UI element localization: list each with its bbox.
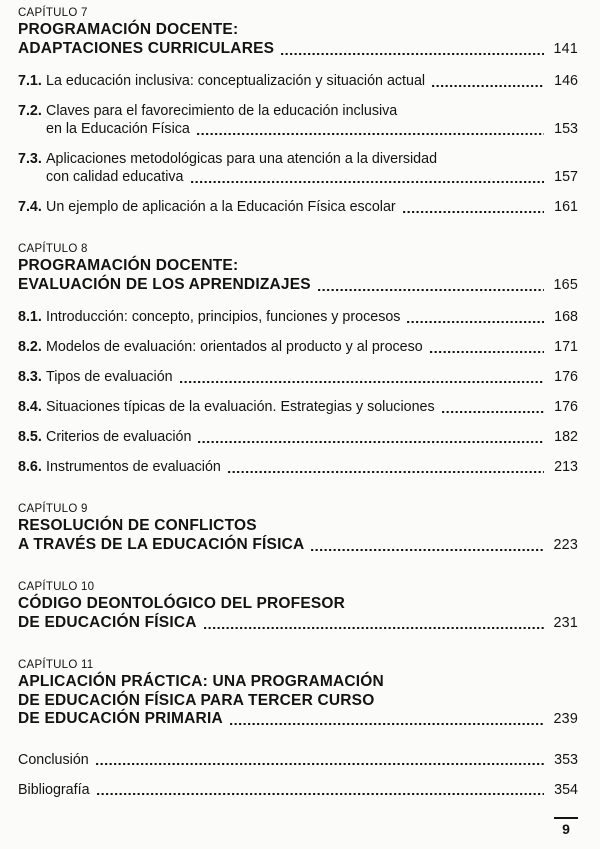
entry-body: [46, 398, 578, 416]
chapter-entries: [18, 308, 578, 476]
entry-text-line: [46, 428, 578, 446]
toc-section: [18, 580, 578, 632]
toc-entry: [18, 102, 578, 138]
entry-text-line: [46, 72, 578, 90]
toc-section: [18, 6, 578, 216]
chapter-entries: [18, 72, 578, 216]
entry-page-number: 176: [554, 399, 578, 415]
entry-body: [46, 458, 578, 476]
chapter-title-text-line: [18, 257, 578, 276]
chapter-title-text-line: [18, 692, 578, 711]
folio-rule: [554, 817, 578, 819]
chapter-title-text-line: [18, 536, 578, 555]
dot-leader: [274, 40, 550, 59]
entry-page-number: 213: [554, 459, 578, 475]
entry-text: Claves para el favorecimiento de la educación inclusiva: [46, 103, 398, 119]
dot-leader: [425, 72, 550, 90]
chapter-title-text: DE EDUCACIÓN PRIMARIA: [18, 710, 223, 727]
backmatter-label: Conclusión: [18, 751, 89, 768]
entry-body: [46, 308, 578, 326]
chapter-title-text-line: [18, 614, 578, 633]
page-folio: [554, 817, 578, 837]
chapter-label: CAPÍTULO 9: [18, 503, 88, 515]
chapter-title: [18, 257, 578, 294]
chapter-title-text-line: [18, 673, 578, 692]
chapter-title-text: DE EDUCACIÓN FÍSICA PARA TERCER CURSO: [18, 691, 375, 709]
backmatter-entry: [18, 781, 578, 799]
chapter-title: [18, 21, 578, 58]
dot-leader: [90, 781, 550, 799]
chapter-title: [18, 517, 578, 554]
dot-leader: [400, 308, 550, 326]
chapter-title-text-line: [18, 710, 578, 729]
dot-leader: [396, 198, 550, 216]
backmatter-label: Bibliografía: [18, 781, 90, 798]
entry-text: Criterios de evaluación: [46, 429, 192, 445]
chapter-title-text: A TRAVÉS DE LA EDUCACIÓN FÍSICA: [18, 535, 305, 553]
entry-page-number: 168: [554, 309, 578, 325]
toc-sections: [18, 6, 578, 729]
dot-leader: [423, 338, 550, 356]
dot-leader: [190, 120, 550, 138]
backmatter-page-number: 354: [554, 781, 578, 798]
backmatter-page-number: 353: [554, 751, 578, 768]
chapter-title-text: EVALUACIÓN DE LOS APRENDIZAJES: [18, 275, 311, 293]
dot-leader: [173, 368, 550, 386]
entry-text: Tipos de evaluación: [46, 369, 173, 385]
entry-body: [46, 368, 578, 386]
entry-page-number: 161: [554, 199, 578, 215]
chapter-title-text: PROGRAMACIÓN DOCENTE:: [18, 21, 239, 38]
entry-text-line: [46, 168, 578, 186]
chapter-title-text: CÓDIGO DEONTOLÓGICO DEL PROFESOR: [18, 595, 346, 612]
dot-leader: [221, 458, 550, 476]
entry-number: 8.6.: [18, 459, 42, 475]
toc-entry: [18, 72, 578, 90]
entry-page-number: 157: [554, 169, 578, 185]
entry-text-line: [46, 120, 578, 138]
entry-number: 8.4.: [18, 399, 42, 415]
chapter-label: CAPÍTULO 11: [18, 659, 94, 671]
chapter-page-number: 223: [553, 536, 578, 553]
chapter-title-text: PROGRAMACIÓN DOCENTE:: [18, 257, 239, 274]
toc-entry: [18, 150, 578, 186]
page-number: 9: [562, 821, 570, 837]
entry-number: 8.2.: [18, 339, 42, 355]
dot-leader: [184, 168, 550, 186]
entry-number: 7.1.: [18, 73, 42, 89]
chapter-title-text-line: [18, 40, 578, 59]
chapter-page-number: 165: [553, 276, 578, 293]
entry-text: Instrumentos de evaluación: [46, 459, 221, 475]
toc-entry: [18, 458, 578, 476]
entry-text-line: [46, 458, 578, 476]
entry-text-line: [46, 198, 578, 216]
chapter-label: CAPÍTULO 10: [18, 581, 95, 593]
chapter-title-text-line: [18, 517, 578, 536]
toc-section: [18, 502, 578, 554]
entry-text: Aplicaciones metodológicas para una atención a la diversidad: [46, 151, 438, 167]
entry-number: 7.3.: [18, 151, 42, 167]
toc-entry: [18, 368, 578, 386]
entry-number: 7.4.: [18, 199, 42, 215]
entry-body: [46, 72, 578, 90]
entry-text-line: [46, 102, 578, 120]
entry-text-line: [46, 150, 578, 168]
chapter-label: CAPÍTULO 7: [18, 7, 88, 19]
entry-text: en la Educación Física: [46, 121, 190, 137]
entry-text-line: [46, 398, 578, 416]
entry-number: 8.1.: [18, 309, 42, 325]
chapter-title-text: DE EDUCACIÓN FÍSICA: [18, 613, 197, 631]
toc-entry: [18, 398, 578, 416]
chapter-title-text: ADAPTACIONES CURRICULARES: [18, 39, 275, 57]
entry-text: Modelos de evaluación: orientados al producto y al proceso: [46, 339, 423, 355]
dot-leader: [191, 428, 550, 446]
toc-entry: [18, 428, 578, 446]
entry-number: 8.3.: [18, 369, 42, 385]
chapter-page-number: 141: [553, 40, 578, 57]
entry-text: Introducción: concepto, principios, funciones y procesos: [46, 309, 401, 325]
entry-page-number: 153: [554, 121, 578, 137]
entry-text: Un ejemplo de aplicación a la Educación Física escolar: [46, 199, 396, 215]
entry-text-line: [46, 368, 578, 386]
entry-body: [46, 338, 578, 356]
chapter-title-text: RESOLUCIÓN DE CONFLICTOS: [18, 517, 257, 534]
toc-backmatter: [18, 751, 578, 799]
backmatter-entry: [18, 751, 578, 769]
toc-entry: [18, 338, 578, 356]
entry-page-number: 182: [554, 429, 578, 445]
entry-body: [46, 198, 578, 216]
dot-leader: [223, 710, 550, 729]
toc-entry: [18, 198, 578, 216]
chapter-title: [18, 673, 578, 729]
entry-text: La educación inclusiva: conceptualización y situación actual: [46, 73, 426, 89]
entry-text-line: [46, 338, 578, 356]
dot-leader: [311, 276, 550, 295]
entry-text: Situaciones típicas de la evaluación. Estrategias y soluciones: [46, 399, 435, 415]
entry-number: 7.2.: [18, 103, 42, 119]
chapter-title-text-line: [18, 276, 578, 295]
entry-number: 8.5.: [18, 429, 42, 445]
entry-body: [46, 102, 578, 138]
chapter-title: [18, 595, 578, 632]
entry-page-number: 146: [554, 73, 578, 89]
dot-leader: [89, 751, 550, 769]
toc-section: [18, 242, 578, 476]
entry-page-number: 171: [554, 339, 578, 355]
chapter-title-text-line: [18, 21, 578, 40]
toc-section: [18, 658, 578, 729]
chapter-label: CAPÍTULO 8: [18, 243, 88, 255]
entry-body: [46, 150, 578, 186]
entry-text-line: [46, 308, 578, 326]
toc-entry: [18, 308, 578, 326]
chapter-title-text-line: [18, 595, 578, 614]
chapter-title-text: APLICACIÓN PRÁCTICA: UNA PROGRAMACIÓN: [18, 673, 384, 690]
chapter-page-number: 239: [553, 711, 578, 727]
dot-leader: [197, 614, 550, 633]
entry-text: con calidad educativa: [46, 169, 184, 185]
dot-leader: [304, 536, 550, 555]
entry-body: [46, 428, 578, 446]
entry-page-number: 176: [554, 369, 578, 385]
chapter-page-number: 231: [553, 614, 578, 631]
dot-leader: [435, 398, 550, 416]
